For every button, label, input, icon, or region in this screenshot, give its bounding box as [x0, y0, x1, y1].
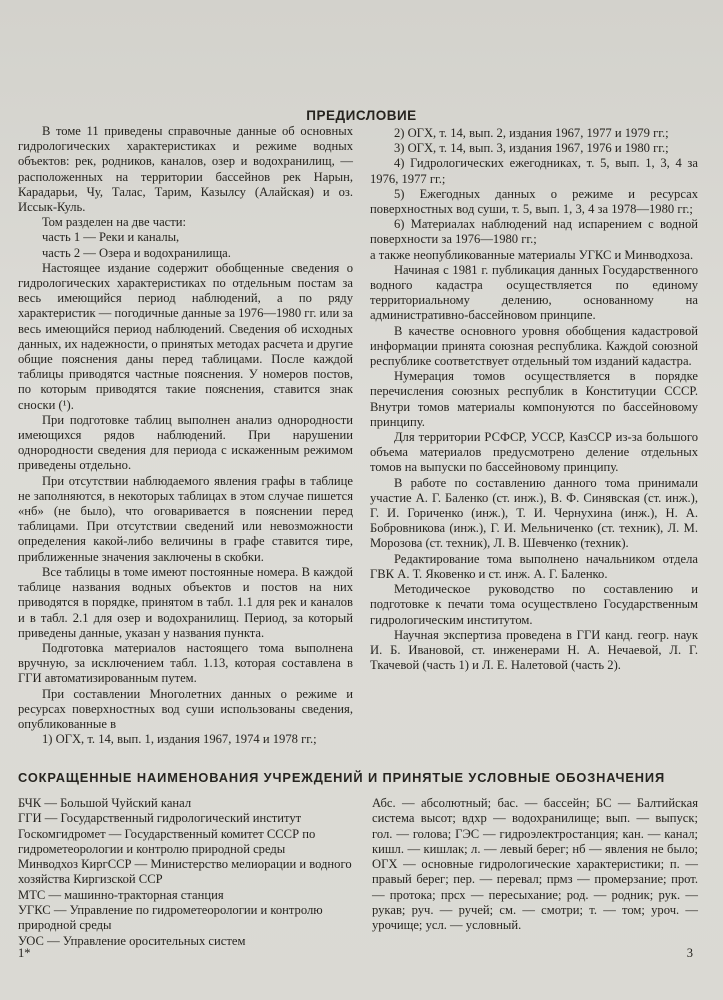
paragraph: 5) Ежегодных данных о режиме и ресурсах поверхностных вод суши, т. 5, вып. 1, 3, 4 за 1978—1980 гг.;: [370, 186, 698, 217]
paragraph: а также неопубликованные материалы УГКС и Минводхоза.: [370, 247, 694, 262]
paragraph: Нумерация томов осуществляется в порядке перечисления союзных республик в Конституции СССР. Внутри томов материалы компонуются по бассейновому принципу.: [370, 369, 698, 429]
paragraph: 1) ОГХ, т. 14, вып. 1, издания 1967, 1974 и 1978 гг.;: [41, 732, 317, 747]
paragraph: Начиная с 1981 г. публикация данных Государственного водного кадастра осуществляется по единому территориальному делению, основанному на административно-бассейновом принципе.: [370, 262, 698, 323]
page-number: 3: [686, 946, 693, 960]
abbreviations-institutions: [18, 796, 363, 949]
paragraph: часть 2 — Озера и водохранилища.: [41, 245, 231, 260]
abbreviation-entry: МТС — машинно-тракторная станция: [18, 887, 224, 902]
abbreviation-entry: БЧК — Большой Чуйский канал: [18, 796, 192, 810]
paragraph: Редактирование тома выполнено начальником отдела ГВК А. Т. Яковенко и ст. инж. А. Г. Баленко.: [370, 551, 698, 581]
abbreviation-entry: ГГИ — Государственный гидрологический институт: [18, 811, 302, 826]
paragraph: Настоящее издание содержит обобщенные сведения о гидрологических характеристиках по отдельным постам за весь имеющийся период наблюдений, а по ряду характеристик — погодичные данные за 1976—1980 гг. или за весь имеющийся период наблюдений. Сведения об исходных данных, их надежности, о принятых методах расчета и другие общие пояснения даны перед таблицами. После каждой таблицы приводятся частные пояснения. У номеров постов, по которым приводятся такие пояснения, ставится знак сноски (¹).: [18, 260, 353, 412]
left-column: [18, 124, 353, 747]
paragraph: При подготовке таблиц выполнен анализ однородности имеющихся рядов наблюдений. При нарушении однородности сведения для периода с искаженным режимом приведены отдельно.: [18, 412, 353, 473]
paragraph: В томе 11 приведены справочные данные об основных гидрологических характеристиках и режиме водных объектов: рек, родников, каналов, озер и водохранилищ, — расположенных на территории бассейнов рек Нарын, Карадарьи, Чу, Талас, Тарим, Казылсу (Алайская) и оз. Иссык-Куль.: [18, 124, 353, 215]
paragraph: 4) Гидрологических ежегодниках, т. 5, вып. 1, 3, 4 за 1976, 1977 гг.;: [370, 156, 698, 186]
paragraph: Все таблицы в томе имеют постоянные номера. В каждой таблице названия водных объектов и постов на них приводятся в порядке, принятом в табл. 1.1 для рек и каналов и в табл. 2.1 для озер и водохранилищ. Период, за который приведены данные, указан у названия пункта.: [18, 564, 353, 640]
paragraph: Методическое руководство по составлению и подготовке к печати тома осуществлено Государственным гидрологическим институтом.: [370, 582, 698, 627]
paragraph: 2) ОГХ, т. 14, вып. 2, издания 1967, 1977 и 1979 гг.;: [393, 126, 669, 140]
paragraph: В работе по составлению данного тома принимали участие А. Г. Баленко (ст. инж.), В. Ф. Синявская (ст. инж.), Г. И. Гориченко (инж.), Т. И. Чернухина (инж.), Н. А. Бобровникова (инж.), Г. И. Мельниченко (ст. техник), Л. М. Морозова (ст. техник), Л. В. Шевченко (техник).: [370, 475, 698, 551]
paragraph: 3) ОГХ, т. 14, вып. 3, издания 1967, 1976 и 1980 гг.;: [393, 141, 669, 156]
paragraph: При составлении Многолетних данных о режиме и ресурсах поверхностных вод суши использованы сведения, опубликованные в: [18, 686, 353, 731]
paragraph: Научная экспертиза проведена в ГГИ канд. геогр. наук И. Б. Ивановой, ст. инженерами Н. А. Нечаевой, Л. Г. Ткачевой (часть 1) и Л. Е. Налетовой (часть 2).: [370, 627, 698, 673]
paragraph: Подготовка материалов настоящего тома выполнена вручную, за исключением табл. 1.13, которая составлена в ГГИ автоматизированным путем.: [18, 640, 353, 686]
paragraph: 6) Материалах наблюдений над испарением с водной поверхности за 1976—1980 гг.;: [370, 217, 698, 247]
signature-mark: 1*: [18, 946, 31, 960]
page-title: ПРЕДИСЛОВИЕ: [306, 108, 417, 123]
abbreviation-entry: УОС — Управление оросительных систем: [18, 933, 246, 948]
right-column: [370, 126, 698, 673]
abbreviations-symbols: Абс. — абсолютный; бас. — бассейн; БС — Балтийская система высот; вдхр — водохранилище; вып. — выпуск; гол. — голова; ГЭС — гидроэлектростанция; кан. — канал; кишл. — кишлак; л. — левый берег; нб — явления не было; ОГХ — основные гидрологические характеристики; п. — правый берег; пер. — перевал; прмз — промерзание; прот. — протока; прсх — пересыхание; род. — родник; рук. — рукав; руч. — ручей; см. — смотри; т. — том; уроч. — урочище; усл. — условный.: [372, 796, 698, 933]
paragraph: В качестве основного уровня обобщения кадастровой информации принята союзная республика. Каждой союзной республике соответствует отдельный том изданий кадастра.: [370, 323, 698, 369]
abbreviation-entry: Минводхоз КиргССР — Министерство мелиорации и водного хозяйства Киргизской ССР: [18, 857, 352, 887]
abbreviation-entry: Госкомгидромет — Государственный комитет СССР по гидрометеорологии и контролю природной среды: [18, 826, 316, 856]
paragraph: Том разделен на две части:: [41, 215, 187, 230]
abbreviations-title: СОКРАЩЕННЫЕ НАИМЕНОВАНИЯ УЧРЕЖДЕНИЙ И ПРИНЯТЫЕ УСЛОВНЫЕ ОБОЗНАЧЕНИЯ: [18, 770, 666, 785]
paragraph: Для территории РСФСР, УССР, КазССР из-за большого объема материалов предусмотрено деление отдельных томов на выпуски по бассейновому принципу.: [370, 430, 698, 475]
paragraph: При отсутствии наблюдаемого явления графы в таблице не заполняются, в некоторых таблицах в этом случае пишется «нб» (не было), что оговаривается в пояснении перед таблицами. При отсутствии сведений или невозможности определения какой-либо величины в графе ставится тире, приближенные значения заключены в скобки.: [18, 473, 353, 564]
paragraph: часть 1 — Реки и каналы,: [41, 230, 180, 245]
abbreviation-entry: УГКС — Управление по гидрометеорологии и контролю природной среды: [18, 903, 323, 933]
